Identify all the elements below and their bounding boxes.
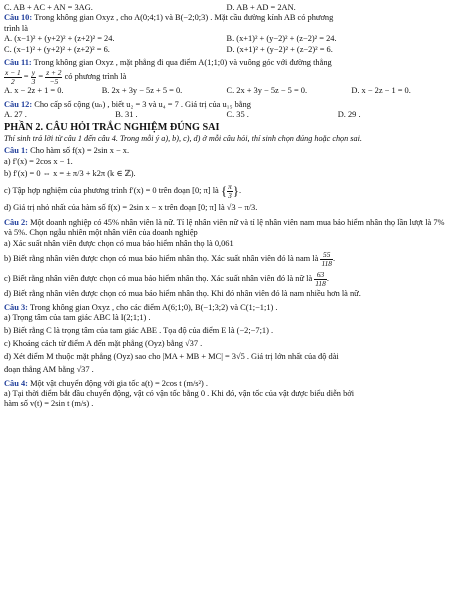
question-text: Trong không gian Oxyz , mặt phẳng đi qua điểm A(1;1;0) và vuông góc với đường thẳng — [33, 58, 332, 68]
question-label: Câu 12: — [4, 99, 33, 109]
statement-a: a) Tại thời điểm bắt đầu chuyển động, vật có vận tốc bằng 0 . Khi đó, vận tốc của vật được biểu diễn bởi — [4, 388, 355, 398]
option-d: D. AB + AD = 2AN. — [226, 3, 296, 12]
statement-a-continued: hàm số v(t) = 2sin t (m/s) . — [4, 399, 94, 409]
fraction: $\frac{z + 2}{-5}$ — [46, 68, 62, 87]
question-label: Câu 3: — [4, 302, 28, 312]
question-label: Câu 4: — [4, 378, 28, 388]
question-label: Câu 11: — [4, 58, 32, 68]
fraction: $\frac{x - 1}{2}$ — [5, 68, 21, 87]
option-a: A. x − 2z + 1 = 0. — [4, 86, 64, 96]
statement-c: c) Tập hợp nghiệm của phương trình f′(x) = 0 trên đoạn [0; π] là { $\frac{\pi}{3}$ }. — [4, 181, 242, 200]
question-10 — [4, 13, 449, 23]
prev-question-options — [4, 3, 449, 13]
question-text-continued: trình là — [4, 23, 28, 33]
question-text-continued: có phương trình là — [64, 72, 127, 82]
question-1 — [4, 146, 449, 156]
statement-a: a) Xác suất nhân viên được chọn có mua bảo hiểm nhân thọ là 0,061 — [4, 238, 234, 248]
statement-b: b) Biết rằng C là trọng tâm của tam giác ABE . Tọa độ của điểm E là (−2;−7;1) . — [4, 325, 274, 335]
option-d: D. 29 . — [337, 110, 361, 120]
question-11 — [4, 58, 449, 68]
statement-d: d) Giá trị nhỏ nhất của hàm số f(x) = 2sin x − x trên đoạn [0; π] là √3 − π/3. — [4, 203, 258, 213]
options-row — [4, 45, 449, 55]
question-text: Cho cấp số cộng (uₙ) , biết u₂ = 3 và u₄ = 7 . Giá trị của u₁₅ bằng — [34, 99, 251, 109]
question-text: Một vật chuyển động với gia tốc a(t) = 2cos t (m/s²) . — [30, 378, 209, 388]
statement-c: c) Khoảng cách từ điểm A đến mặt phẳng (Oyz) bằng √37 . — [4, 338, 203, 348]
option-c: C. AB + AC + AN = 3AG. — [4, 3, 93, 12]
statement-c: c) Biết rằng nhân viên được chọn có mua bảo hiểm nhân thọ. Xác suất nhân viên đó là nữ là $\frac{63}{118}$ . — [4, 269, 329, 288]
options-row — [4, 86, 449, 96]
statement-b: b) f′(x) = 0 ⇔ x = ± π/3 + k2π (k ∈ ℤ). — [4, 169, 136, 179]
statement-a: a) f′(x) = 2cos x − 1. — [4, 156, 73, 166]
statement-d: d) Biết rằng nhân viên được chọn có mua bảo hiểm nhân thọ. Khi đó nhân viên đó là nam nhiều hơn là nữ. — [4, 289, 361, 299]
question-3 — [4, 303, 449, 313]
question-text: Trong không gian Oxyz , cho A(0;4;1) và B(−2;0;3) . Mặt cầu đường kính AB có phương — [34, 13, 334, 23]
fraction: $\frac{55}{118}$ — [321, 249, 332, 268]
statement-a: a) Trọng tâm của tam giác ABC là I(2;1;1) . — [4, 313, 151, 323]
section-title: PHẦN 2. CÂU HỎI TRẮC NGHIỆM ĐÚNG SAI — [4, 121, 220, 133]
option-c: C. 2x + 3y − 5z − 5 = 0. — [226, 86, 308, 96]
statement-d: d) Xét điểm M thuộc mặt phẳng (Oyz) sao cho |MA + MB + MC| = 3√5 . Giá trị lớn nhất của độ dài — [4, 351, 339, 361]
line-equation: $\frac{x - 1}{2}$ = $\frac{y}{3}$ = $\frac{z + 2}{-5}$ có phương trình là — [5, 68, 127, 87]
question-label: Câu 1: — [4, 146, 28, 156]
options-row — [4, 34, 449, 44]
option-d: D. x − 2z − 1 = 0. — [351, 86, 411, 96]
option-b: B. (x+1)² + (y−2)² + (z−2)² = 24. — [226, 34, 337, 44]
question-2 — [4, 218, 449, 239]
fraction: $\frac{\pi}{3}$ — [228, 181, 232, 200]
option-a: A. 27 . — [4, 110, 27, 120]
option-c: C. 35 . — [226, 110, 249, 120]
option-a: A. (x−1)² + (y+2)² + (z+2)² = 24. — [4, 34, 115, 44]
fraction: $\frac{y}{3}$ — [31, 68, 36, 87]
question-text: Trong không gian Oxyz , cho các điểm A(6;1;0), B(−1;3;2) và C(1;−1;1) . — [29, 302, 278, 312]
question-label: Câu 2: — [4, 218, 28, 228]
section-instructions: Thí sinh trả lời từ câu 1 đến câu 4. Trong mỗi ý a), b), c), d) ở mỗi câu hỏi, thí sinh chọn đúng hoặc chọn sai. — [4, 133, 362, 143]
question-text: Cho hàm số f(x) = 2sin x − x. — [30, 146, 130, 156]
option-b: B. 31 . — [115, 110, 138, 120]
question-12 — [4, 100, 449, 110]
statement-d-continued: đoạn thẳng AM bằng √37 . — [4, 364, 94, 374]
statement-b: b) Biết rằng nhân viên được chọn có mua bảo hiểm nhân thọ. Xác suất nhân viên đó là nam là $\frac{55}{118}$ . — [4, 249, 336, 268]
question-label: Câu 10: — [4, 13, 33, 23]
options-row — [4, 110, 449, 120]
option-d: D. (x+1)² + (y−2)² + (z−2)² = 6. — [226, 44, 333, 54]
fraction: $\frac{63}{118}$ — [315, 269, 326, 288]
question-text: Một doanh nghiệp có 45% nhân viên là nữ. Tỉ lệ nhân viên nữ và tỉ lệ nhân viên nam mua bảo hiểm nhân thọ lần lượt là 7% và 5%. Chọn ngẫu nhiên một nhân viên của doanh nghiệp — [4, 218, 445, 238]
question-4 — [4, 379, 449, 389]
option-b: B. 2x + 3y − 5z + 5 = 0. — [101, 86, 183, 96]
option-c: C. (x−1)² + (y+2)² + (z+2)² = 6. — [4, 44, 110, 54]
